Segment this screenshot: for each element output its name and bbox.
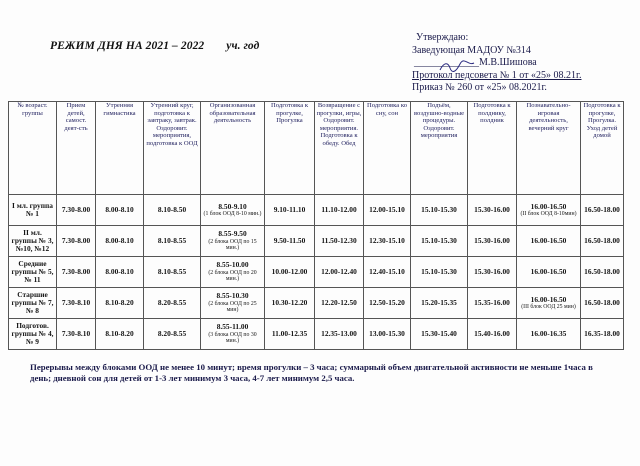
time-value: 12.50-15.20 [369,297,405,307]
time-value: 16.50-18.00 [584,235,620,245]
time-cell [201,319,265,350]
col-header: Возвращение с прогулки, игры, Оздоровит. мероприятия. Подготовка к обеду. Обед [315,102,364,195]
group-name-cell: Средние группы № 5, № 11 [9,257,57,288]
time-cell [364,226,411,257]
time-value: 16.50-18.00 [584,266,620,276]
time-cell [364,195,411,226]
time-value: 11.50-12.30 [321,235,357,245]
time-cell [201,195,265,226]
time-cell [581,257,624,288]
time-value: 12.30-15.10 [369,235,405,245]
time-cell [265,195,315,226]
group-name-cell: Подготов. группы № 4, № 9 [9,319,57,350]
time-cell [411,319,468,350]
time-value: 8.10-8.20 [105,297,134,307]
page-title [50,40,259,52]
group-name-cell: I мл. группа № 1 [9,195,57,226]
time-value: 7.30-8.00 [61,204,91,214]
table-row [9,195,624,226]
time-value: 12.00-15.10 [369,204,405,214]
time-value: 15.35-16.00 [474,297,510,307]
time-cell [581,319,624,350]
time-value: 8.10-8.55 [157,266,187,276]
time-value: 8.20-8.55 [157,297,187,307]
time-cell [96,226,144,257]
table-row [9,226,624,257]
time-cell [144,288,201,319]
time-value: 8.00-8.10 [105,266,134,276]
time-value: 16.00-16.50 [530,294,567,304]
schedule-table [8,101,624,350]
time-cell [265,226,315,257]
time-cell [364,288,411,319]
col-header: Подготовка к прогулке, Прогулка [265,102,315,195]
col-header: Подготовка ко сну, сон [364,102,411,195]
time-cell [265,288,315,319]
time-cell [96,257,144,288]
ood-block-note: (III блок ООД 25 мин) [521,303,576,310]
time-value: 9.50-11.50 [273,235,306,245]
table-row [9,288,624,319]
approval-order: Приказ № 260 от «25» 08.2021г. [412,82,547,93]
group-name-cell: II мл. группы № 3, №10, №12 [9,226,57,257]
time-cell [411,226,468,257]
time-value: 10.30-12.20 [271,297,308,307]
time-value: 16.50-18.00 [584,204,620,214]
time-cell [57,195,96,226]
time-cell [517,257,581,288]
title-main: РЕЖИМ ДНЯ НА 2021 – 2022 [50,40,205,52]
time-cell [517,226,581,257]
time-value: 7.30-8.10 [61,328,91,338]
time-value: 8.50-9.10 [218,201,247,211]
time-cell [581,195,624,226]
approval-signature-line: _____________М.В.Шишова [414,57,537,68]
time-cell [96,288,144,319]
group-name-cell: Старшие группы № 7, № 8 [9,288,57,319]
time-value: 8.10-8.50 [157,204,187,214]
time-value: 12.35-13.00 [321,328,357,338]
time-cell [411,195,468,226]
time-value: 15.30-15.40 [421,328,457,338]
ood-block-note: (II блок ООД 8-10мин) [520,210,577,217]
time-cell [57,319,96,350]
time-value: 12.20-12.50 [321,297,357,307]
table-row [9,257,624,288]
time-value: 15.10-15.30 [421,235,457,245]
time-cell [315,257,364,288]
col-header: № возраст. группы [9,102,57,195]
ood-block-note: (2 блока ООД по 15 мин.) [208,238,257,252]
time-cell [517,195,581,226]
time-cell [96,319,144,350]
time-value: 8.00-8.10 [105,204,134,214]
time-cell [201,288,265,319]
time-cell [265,319,315,350]
col-header: Прием детей, самост. деят-сть [57,102,96,195]
time-value: 7.30-8.10 [61,297,91,307]
time-value: 11.10-12.00 [321,204,357,214]
approval-protocol: Протокол педсовета № 1 от «25» 08.21г. [412,69,582,81]
time-value: 15.10-15.30 [421,204,457,214]
time-cell [57,257,96,288]
ood-block-note: (2 блока ООД по 20 мин.) [208,269,257,283]
time-value: 16.00-16.50 [530,201,567,211]
time-value: 8.00-8.10 [105,235,134,245]
time-value: 8.10-8.20 [105,328,134,338]
time-cell [468,319,517,350]
time-cell [315,195,364,226]
time-cell [411,288,468,319]
time-cell [468,195,517,226]
footer-note: Перерывы между блоками ООД не менее 10 минут; время прогулки – 3 часа; суммарный объем двигательной активности не меньше 1часа в день; дневной сон для детей от 1-3 лет минимум 3 часа, 4-7 лет минимум 2,5 часа. [30,362,593,383]
approval-head-position: Заведующая МАДОУ №314 [412,44,531,56]
time-cell [57,288,96,319]
time-value: 13.00-15.30 [369,328,405,338]
time-value: 15.10-15.30 [421,266,457,276]
ood-block-note: (3 блока ООД по 30 мин.) [208,331,257,345]
time-cell [411,257,468,288]
time-value: 16.00-16.35 [530,328,567,338]
table-header-row [9,102,624,195]
time-value: 16.00-16.50 [530,235,567,245]
time-cell [364,319,411,350]
time-value: 12.40-15.10 [369,266,405,276]
time-value: 15.30-16.00 [474,204,510,214]
time-value: 10.00-12.00 [271,266,308,276]
schedule-body [9,195,624,350]
col-header: Познавательно-игровая деятельность, вечерний круг [517,102,581,195]
col-header: Подъём, воздушно-водные процедуры. Оздоровит. мероприятия [411,102,468,195]
time-value: 16.00-16.50 [530,266,567,276]
signature-icon [438,60,476,74]
time-value: 8.55-9.50 [218,229,247,239]
time-cell [144,319,201,350]
time-cell [468,226,517,257]
time-value: 12.00-12.40 [321,266,357,276]
time-cell [581,226,624,257]
time-cell [315,288,364,319]
ood-block-note: (1 блок ООД 8-10 мин.) [203,210,262,217]
time-cell [468,288,517,319]
title-year-suffix: уч. год [226,40,260,52]
time-value: 8.10-8.55 [157,235,187,245]
time-value: 15.40-16.00 [474,328,510,338]
time-value: 16.50-18.00 [584,297,620,307]
time-cell [315,226,364,257]
time-value: 15.30-16.00 [474,235,510,245]
col-header: Утренний круг, подготовка к завтраку, завтрак. Оздоровит. мероприятия, подготовка к ООД [144,102,201,195]
time-value: 16.35-18.00 [584,328,620,338]
time-cell [144,257,201,288]
time-cell [201,257,265,288]
time-value: 9.10-11.10 [273,204,306,214]
col-header: Подготовка к прогулке, Прогулка. Уход детей домой [581,102,624,195]
col-header: Подготовка к полднику, полдник [468,102,517,195]
ood-block-note: (2 блока ООД по 25 мин) [208,300,257,314]
time-cell [468,257,517,288]
approval-heading: Утверждаю: [416,32,469,43]
time-cell [57,226,96,257]
time-value: 7.30-8.00 [61,235,91,245]
time-value: 8.55-10.00 [216,260,249,270]
time-value: 15.30-16.00 [474,266,510,276]
time-cell [96,195,144,226]
time-cell [315,319,364,350]
time-cell [364,257,411,288]
time-value: 8.20-8.55 [157,328,187,338]
time-cell [144,226,201,257]
time-value: 15.20-15.35 [421,297,457,307]
time-cell [201,226,265,257]
col-header: Организованная образовательная деятельность [201,102,265,195]
time-cell [144,195,201,226]
time-value: 8.55-10.30 [216,291,249,301]
time-cell [517,319,581,350]
time-value: 8.55-11.00 [216,322,249,332]
time-value: 7.30-8.00 [61,266,91,276]
col-header: Утренняя гимнастика [96,102,144,195]
time-cell [517,288,581,319]
time-cell [581,288,624,319]
time-cell [265,257,315,288]
time-value: 11.00-12.35 [271,328,308,338]
table-row [9,319,624,350]
